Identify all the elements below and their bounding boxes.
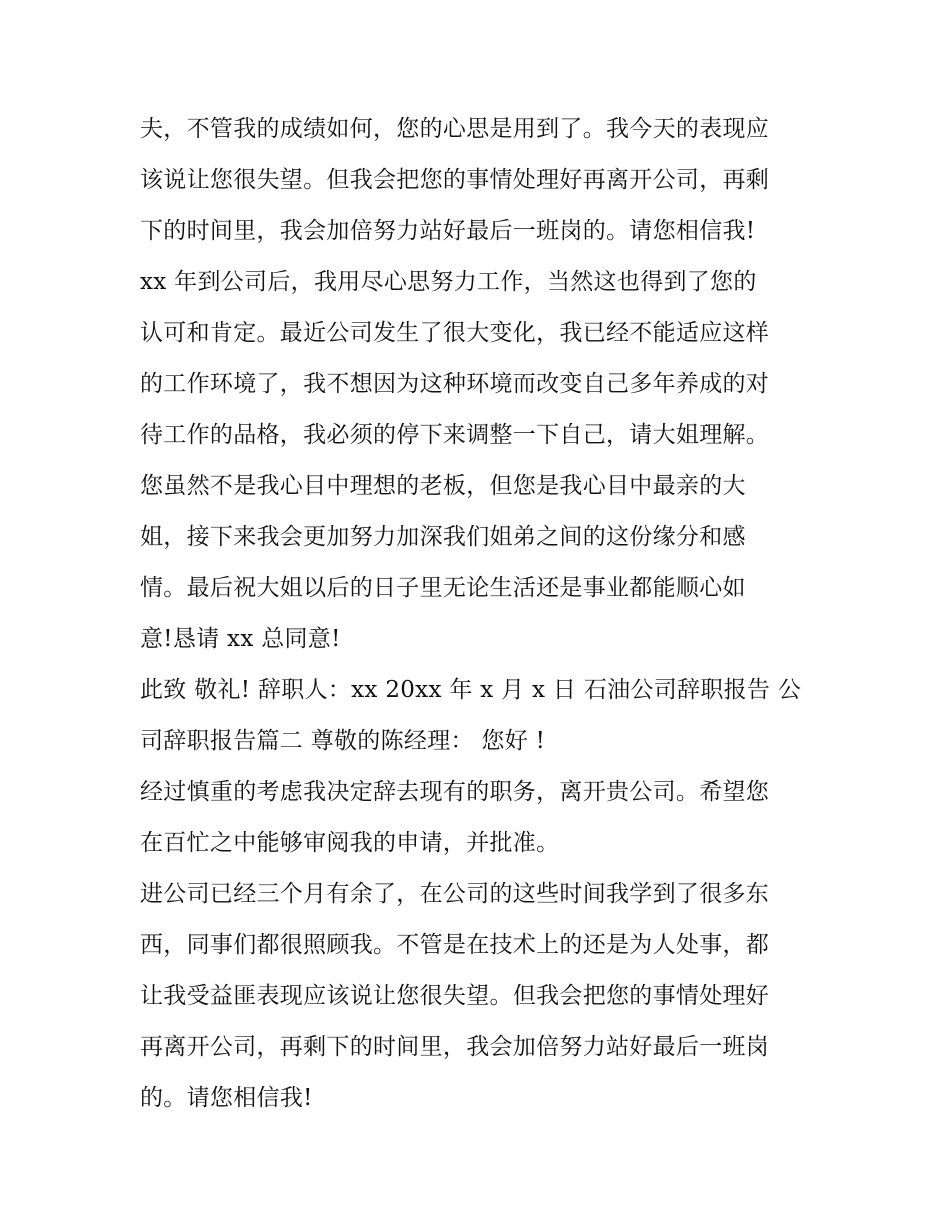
- text-line: 司辞职报告篇二 尊敬的陈经理： 您好 !: [140, 728, 546, 754]
- text-line: 该说让您很失望。但我会把您的事情处理好再离开公司，再剩: [140, 167, 770, 193]
- text-line: 让我受益匪表现应该说让您很失望。但我会把您的事情处理好: [140, 983, 770, 1009]
- text-line: 的工作环境了，我不想因为这种环境而改变自己多年养成的对: [140, 371, 770, 397]
- text-line: 经过慎重的考虑我决定辞去现有的职务，离开贵公司。希望您: [140, 779, 770, 805]
- document-body: [140, 104, 820, 1124]
- text-line: 在百忙之中能够审阅我的申请，并批准。: [140, 830, 560, 856]
- text-line: 情。最后祝大姐以后的日子里无论生活还是事业都能顺心如: [140, 575, 746, 601]
- text-line: 再离开公司，再剩下的时间里，我会加倍努力站好最后一班岗: [140, 1034, 770, 1060]
- text-line: 意!恳请 xx 总同意!: [140, 626, 341, 652]
- text-line: xx 年到公司后，我用尽心思努力工作，当然这也得到了您的: [140, 269, 757, 295]
- text-line: 认可和肯定。最近公司发生了很大变化，我已经不能适应这样: [140, 320, 770, 346]
- text-line: 您虽然不是我心目中理想的老板，但您是我心目中最亲的大: [140, 473, 746, 499]
- text-line: 夫，不管我的成绩如何，您的心思是用到了。我今天的表现应: [140, 116, 770, 142]
- text-line: 的。请您相信我!: [140, 1085, 313, 1111]
- text-line: 待工作的品格，我必须的停下来调整一下自己，请大姐理解。: [140, 422, 770, 448]
- text-line: 西，同事们都很照顾我。不管是在技术上的还是为人处事，都: [140, 932, 770, 958]
- text-line: 进公司已经三个月有余了，在公司的这些时间我学到了很多东: [140, 881, 770, 907]
- text-line: 姐，接下来我会更加努力加深我们姐弟之间的这份缘分和感: [140, 524, 746, 550]
- text-line: 下的时间里，我会加倍努力站好最后一班岗的。请您相信我!: [140, 218, 756, 244]
- text-line: 此致 敬礼! 辞职人：xx 20xx 年 x 月 x 日 石油公司辞职报告 公: [140, 677, 802, 703]
